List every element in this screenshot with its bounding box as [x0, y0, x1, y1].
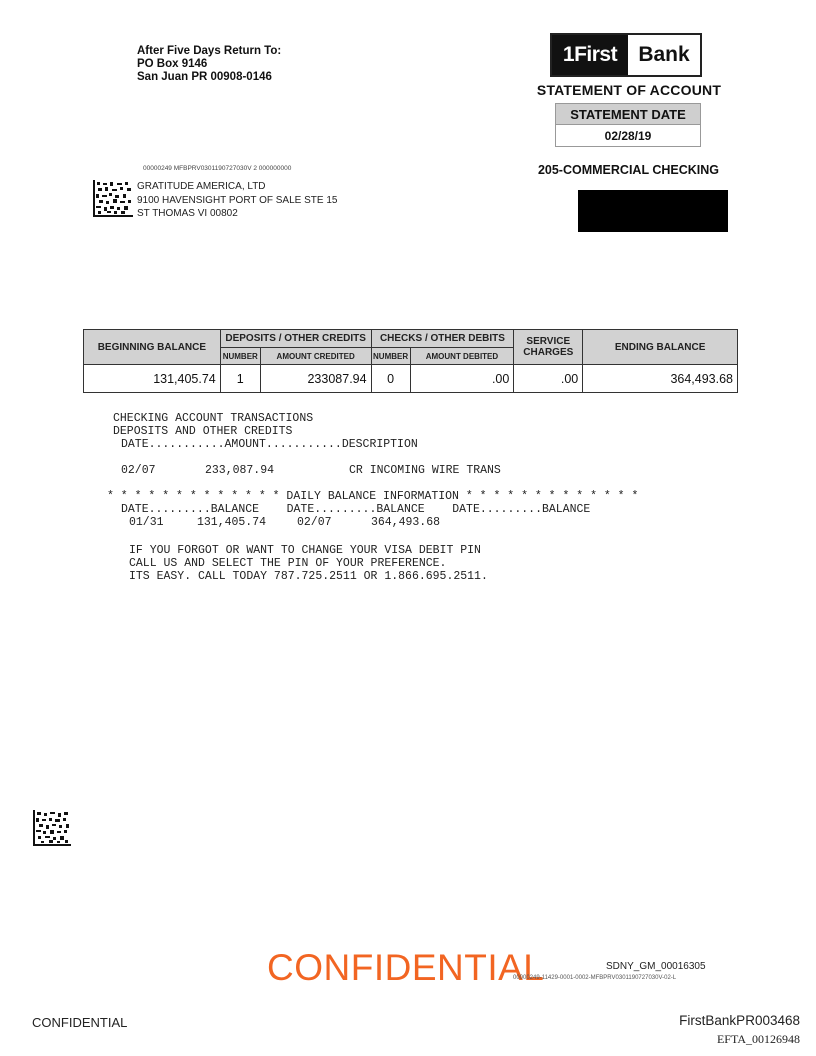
mailer-code: 00000249 MFBPRV0301190727030V 2 000000000 — [143, 165, 292, 172]
deposits-heading: DEPOSITS AND OTHER CREDITS — [113, 425, 293, 438]
notice-line2: CALL US AND SELECT THE PIN OF YOUR PREFERENCE. — [129, 557, 447, 570]
recipient-street: 9100 HAVENSIGHT PORT OF SALE STE 15 — [137, 194, 338, 206]
header-service-charges: SERVICE CHARGES — [514, 330, 583, 365]
transactions-heading: CHECKING ACCOUNT TRANSACTIONS — [113, 412, 314, 425]
transaction-description: CR INCOMING WIRE TRANS — [349, 464, 501, 477]
daily-balance-amount-2: 364,493.68 — [371, 516, 441, 529]
account-summary-table — [83, 329, 738, 393]
recipient-address — [137, 180, 337, 221]
transactions-columns: DATE...........AMOUNT...........DESCRIPTION — [121, 438, 418, 451]
sdny-number: SDNY_GM_00016305 — [606, 961, 706, 972]
recipient-name: GRATITUDE AMERICA, LTD — [137, 181, 266, 192]
table-row — [84, 365, 738, 393]
header-beginning-balance: BEGINNING BALANCE — [84, 330, 221, 365]
redaction-box — [578, 190, 728, 232]
return-address-line2: PO Box 9146 — [137, 58, 208, 70]
cell-beginning-balance: 131,405.74 — [84, 365, 221, 393]
recipient-city: ST THOMAS VI 00802 — [137, 208, 238, 219]
account-type: 205-COMMERCIAL CHECKING — [537, 163, 719, 177]
statement-title: STATEMENT OF ACCOUNT — [536, 82, 722, 98]
firstbank-logo — [550, 33, 702, 77]
daily-balance-columns: DATE.........BALANCE DATE.........BALANCE DATE.........BALANCE — [121, 503, 591, 516]
efta-number: EFTA_00126948 — [716, 1032, 800, 1046]
logo-bank: Bank — [628, 35, 700, 75]
daily-balance-date-2: 02/07 — [297, 516, 332, 529]
header-ending-balance: ENDING BALANCE — [583, 330, 738, 365]
datamatrix-barcode-icon — [93, 180, 133, 217]
notice-line1: IF YOU FORGOT OR WANT TO CHANGE YOUR VISA DEBIT PIN — [129, 544, 481, 557]
cell-ending-balance: 364,493.68 — [583, 365, 738, 393]
cell-amount-credited: 233087.94 — [260, 365, 371, 393]
header-deposits-number: NUMBER — [220, 348, 260, 365]
statement-date-value: 02/28/19 — [555, 125, 701, 147]
cell-deposits-number: 1 — [220, 365, 260, 393]
header-amount-credited: AMOUNT CREDITED — [260, 348, 371, 365]
transaction-date: 02/07 — [121, 464, 156, 477]
return-address — [137, 45, 281, 84]
daily-balance-heading: * * * * * * * * * * * * * DAILY BALANCE INFORMATION * * * * * * * * * * * * * — [107, 490, 639, 503]
logo-first: 1First — [552, 35, 628, 75]
return-address-line1: After Five Days Return To: — [137, 45, 282, 57]
daily-balance-date-1: 01/31 — [129, 516, 164, 529]
cell-service-charges: .00 — [514, 365, 583, 393]
cell-checks-number: 0 — [371, 365, 410, 393]
confidential-stamp: CONFIDENTIAL — [267, 947, 545, 988]
cell-amount-debited: .00 — [410, 365, 514, 393]
tiny-code: 00000249-11429-0001-0002-MFBPRV0301190727030V-02-L — [513, 975, 677, 981]
transaction-amount: 233,087.94 — [205, 464, 275, 477]
header-amount-debited: AMOUNT DEBITED — [410, 348, 514, 365]
return-address-line3: San Juan PR 00908-0146 — [137, 71, 272, 83]
header-checks-number: NUMBER — [371, 348, 410, 365]
confidential-label: CONFIDENTIAL — [32, 1015, 128, 1030]
daily-balance-amount-1: 131,405.74 — [197, 516, 267, 529]
bates-number: FirstBankPR003468 — [679, 1013, 800, 1028]
header-deposits: DEPOSITS / OTHER CREDITS — [220, 330, 371, 348]
datamatrix-barcode-icon — [33, 810, 71, 846]
notice-line3: ITS EASY. CALL TODAY 787.725.2511 OR 1.866.695.2511. — [129, 570, 488, 583]
header-checks: CHECKS / OTHER DEBITS — [371, 330, 514, 348]
statement-date-label: STATEMENT DATE — [555, 103, 701, 125]
